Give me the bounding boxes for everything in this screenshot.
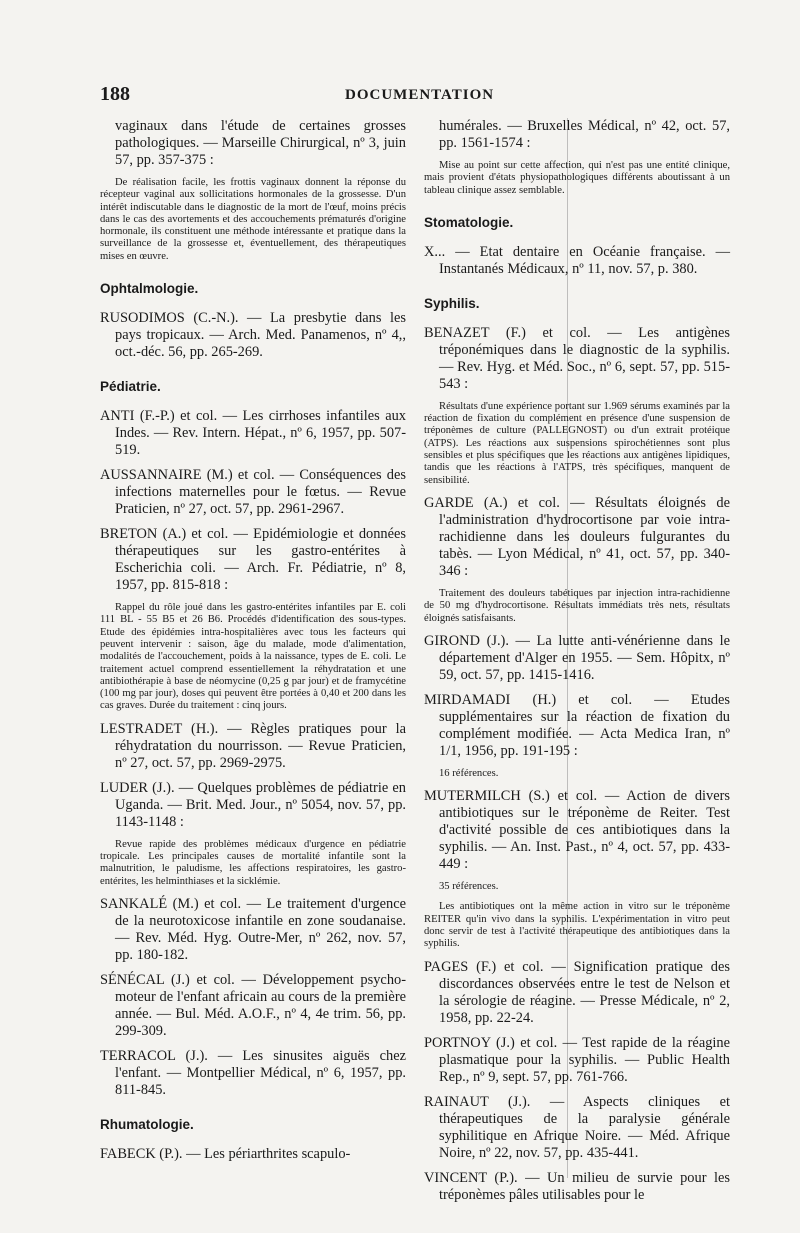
reference-entry: SÉNÉCAL (J.) et col. — Développement psycho-moteur de l'enfant africain au cours de la première année. — Bul. Méd. A.O.F., nº 4, 4e trim. 56, pp. 299-309.	[100, 971, 406, 1039]
section-heading: Pédiatrie.	[100, 379, 161, 395]
reference-entry: MIRDAMADI (H.) et col. — Etudes supplémentaires sur la réaction de fixation du complément modifiée. — Acta Medica Iran, nº 1/1, 1956, pp. 191-195 :	[424, 691, 730, 759]
reference-entry: ANTI (F.-P.) et col. — Les cirrhoses infantiles aux Indes. — Rev. Intern. Hépat., nº 6, 1957, pp. 507-519.	[100, 408, 406, 459]
abstract-text: De réalisation facile, les frottis vaginaux donnent la réponse du récepteur vaginal aux sollicitations hormonales de la grossesse. D'un intérêt indiscutable dans le diagnostic de la mort de l'œuf, moins précis dans le cas des avortements et des accouchements prématurés d'origine hormonale, ils constituent une méthode intéressante et pratique dans la surveillance de la grossesse et, éventuellement, des thérapeutiques mises en œuvre.	[100, 177, 406, 262]
reference-entry: AUSSANNAIRE (M.) et col. — Conséquences des infections maternelles pour le fœtus. — Revue Praticien, nº 27, oct. 57, pp. 2961-2967.	[100, 467, 406, 518]
abstract-text: Traitement des douleurs tabétiques par injection intra-rachidienne de 50 mg d'hydrocortisone. Résultats immédiats très nets, résultats éloignés satisfaisants.	[424, 587, 730, 624]
abstract-text: 35 références.	[439, 881, 499, 893]
section-heading: Stomatologie.	[424, 214, 514, 230]
reference-continuation: humérales. — Bruxelles Médical, nº 42, oct. 57, pp. 1561-1574 :	[439, 118, 730, 151]
reference-continuation: vaginaux dans l'étude de certaines grosses pathologiques. — Marseille Chirurgical, nº 3, juin 57, pp. 357-375 :	[115, 118, 406, 168]
reference-entry: MUTERMILCH (S.) et col. — Action de divers antibiotiques sur le tréponème de Reiter. Test d'activité possible de ces antibiotiques dans la syphilis. — An. Inst. Past., nº 4, oct. 57, pp. 433-449 :	[424, 788, 730, 873]
reference-entry: LUDER (J.). — Quelques problèmes de pédiatrie en Uganda. — Brit. Med. Jour., nº 5054, nov. 57, pp. 1143-1148 :	[100, 779, 406, 830]
section-heading: Rhumatologie.	[100, 1116, 194, 1132]
abstract-text: 16 références.	[439, 767, 499, 779]
abstract-text: Mise au point sur cette affection, qui n'est pas une entité clinique, mais provient d'états physiopathologiques différents aboutissant à un tableau clinique assez semblable.	[424, 160, 730, 196]
reference-entry: RAINAUT (J.). — Aspects cliniques et thérapeutiques de la paralysie générale syphilitique en Afrique Noire. — Méd. Afrique Noire, nº 22, nov. 57, pp. 435-441.	[424, 1093, 730, 1161]
abstract-text: Revue rapide des problèmes médicaux d'urgence en pédiatrie tropicale. Les principales causes de mortalité infantile sont la malnutrition, le paludisme, les affections respiratoires, les gastro-entérites, les helminthiases et la sicklémie.	[100, 838, 406, 887]
reference-entry: PAGES (F.) et col. — Signification pratique des discordances observées entre le test de Nelson et la sérologie de réagine. — Presse Médicale, nº 2, 1958, pp. 22-24.	[424, 958, 730, 1026]
reference-entry: RUSODIMOS (C.-N.). — La presbytie dans les pays tropicaux. — Arch. Med. Panamenos, nº 4,, oct.-déc. 56, pp. 265-269.	[100, 310, 406, 361]
reference-entry: GARDE (A.) et col. — Résultats éloignés de l'administration d'hydrocortisone par voie intra-rachidienne dans les douleurs fulgurantes du tabès. — Lyon Médical, nº 41, oct. 57, pp. 340-346 :	[424, 494, 730, 579]
section-heading: Ophtalmologie.	[100, 281, 199, 297]
right-column	[424, 118, 730, 1212]
reference-entry: SANKALÉ (M.) et col. — Le traitement d'urgence de la neurotoxicose infantile en zone soudanaise. — Rev. Méd. Hyg. Outre-Mer, nº 262, nov. 57, pp. 180-182.	[100, 895, 406, 963]
reference-entry: PORTNOY (J.) et col. — Test rapide de la réagine plasmatique pour la syphilis. — Public Health Rep., nº 9, sept. 57, pp. 761-766.	[424, 1034, 730, 1085]
reference-entry: VINCENT (P.). — Un milieu de survie pour les tréponèmes pâles utilisables pour le	[424, 1169, 730, 1203]
reference-entry: TERRACOL (J.). — Les sinusites aiguës chez l'enfant. — Montpellier Médical, nº 6, 1957, pp. 811-845.	[100, 1047, 406, 1098]
reference-entry: BRETON (A.) et col. — Epidémiologie et données thérapeutiques sur les gastro-entérites à Escherichia coli. — Arch. Fr. Pédiatrie, nº 8, 1957, pp. 815-818 :	[100, 526, 406, 594]
abstract-text: Résultats d'une expérience portant sur 1.969 sérums examinés par la réaction de fixation du complément en présence d'une suspension de tréponèmes de culture (PALLEGNOST) ou d'un extrait protéique (ATPS). Les réactions aux suspensions spirochétiennes sont plus sensibles et plus spécifiques que les réactions aux antigènes lipidiques, tandis que les réactions à l'ATPS, très spécifiques, manquent de sensibilité.	[424, 400, 730, 486]
reference-entry: BENAZET (F.) et col. — Les antigènes tréponémiques dans le diagnostic de la syphilis. — Rev. Hyg. et Méd. Soc., nº 6, sept. 57, pp. 515-543 :	[424, 324, 730, 392]
section-heading: Syphilis.	[424, 295, 480, 311]
reference-entry: FABECK (P.). — Les périarthrites scapulo-	[100, 1145, 351, 1162]
page-number: 188	[100, 83, 130, 105]
abstract-text: Rappel du rôle joué dans les gastro-entérites infantiles par E. coli 111 BL - 55 B5 et 26 B6. Procédés d'identification des sous-types. Etude des épidémies intra-hospitalières avec tous les facteurs qui peuvent intervenir : saison, âge du malade, mode d'alimentation, modalités de l'accouchement, poids à la naissance, types de E. coli. Le traitement actuel comprend essentiellement la réhydratation et une antibiothérapie à base de néomycine (0,25 g par jour) et de framycétine (100 mg par jour), doses qui peuvent être portées à 0,40 et 200 dans les cas graves. Durée du traitement : cinq jours.	[100, 602, 406, 712]
reference-entry: LESTRADET (H.). — Règles pratiques pour la réhydratation du nourrisson. — Revue Praticien, nº 27, oct. 57, pp. 2969-2975.	[100, 720, 406, 771]
left-column	[100, 118, 406, 1171]
running-header: DOCUMENTATION	[345, 87, 495, 103]
reference-entry: X... — Etat dentaire en Océanie française. — Instantanés Médicaux, nº 11, nov. 57, p. 380.	[424, 243, 730, 277]
reference-entry: GIROND (J.). — La lutte anti-vénérienne dans le département d'Alger en 1955. — Sem. Hôpitx, nº 59, oct. 57, pp. 1415-1416.	[424, 632, 730, 683]
abstract-text: Les antibiotiques ont la même action in vitro sur le tréponème REITER qu'in vivo dans la syphilis. L'expérimentation in vitro peut donc servir de test à l'activité thérapeutique des antibiotiques dans la syphilis.	[424, 901, 730, 950]
